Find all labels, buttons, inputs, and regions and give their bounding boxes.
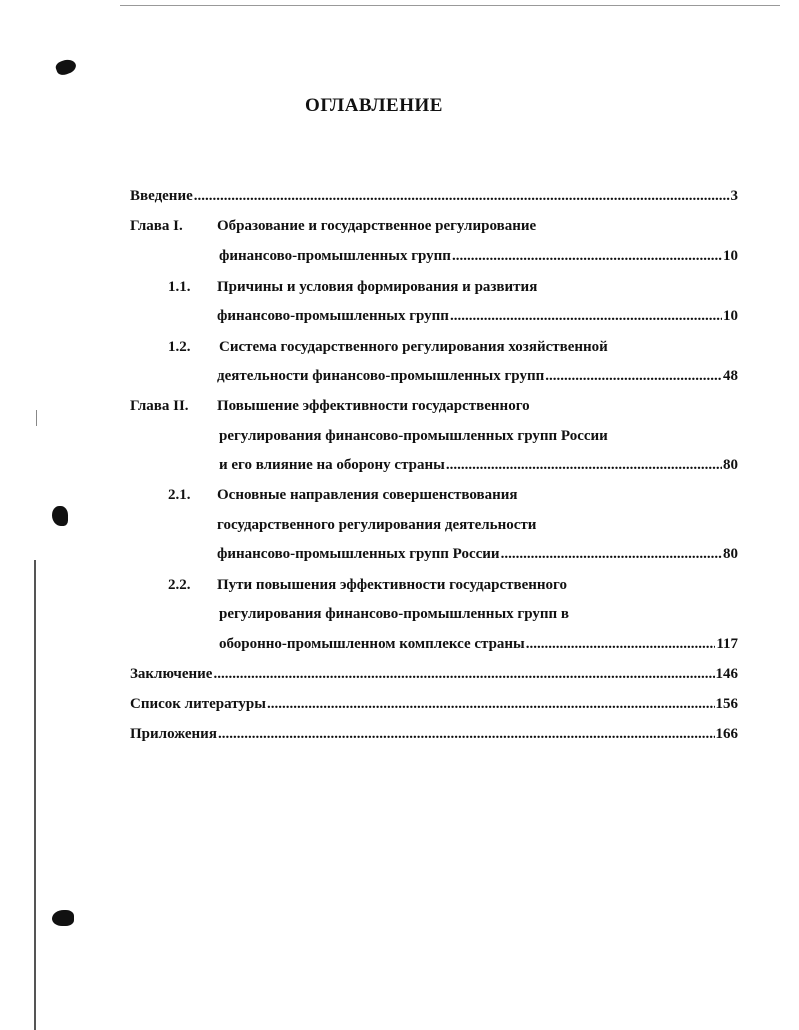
dot-leader (545, 368, 722, 385)
toc-chapter-label: Глава II. (130, 398, 189, 414)
toc-entry-text: государственного регулирования деятельности (217, 517, 537, 533)
toc-entry-text: Заключение (130, 666, 213, 682)
toc-section-2-1-line-2 (217, 517, 536, 534)
dot-leader (501, 546, 722, 563)
toc-section-2-2-line-2 (219, 606, 569, 623)
toc-entry-text: финансово-промышленных групп России (217, 546, 500, 562)
toc-chapter-1-line-1 (130, 218, 536, 235)
toc-page-number: 80 (723, 546, 738, 562)
toc-entry-appendices (130, 726, 738, 743)
dot-leader (267, 696, 715, 713)
binding-edge (34, 560, 36, 1030)
dot-leader (194, 188, 730, 205)
dot-leader (450, 308, 722, 325)
toc-entry-text: Введение (130, 188, 193, 204)
toc-entry-text: Приложения (130, 726, 217, 742)
toc-section-1-1-line-2 (217, 308, 738, 325)
toc-entry-intro (130, 188, 738, 205)
toc-entry-text: Образование и государственное регулирование (217, 218, 537, 234)
toc-entry-text: регулирования финансово-промышленных групп в (219, 606, 570, 622)
toc-entry-text: Пути повышения эффективности государственного (217, 577, 567, 593)
toc-section-number: 1.2. (168, 339, 191, 355)
toc-entry-text: Причины и условия формирования и развития (217, 279, 538, 295)
toc-section-2-2-line-3 (219, 636, 738, 653)
toc-chapter-1-line-2 (219, 248, 738, 265)
toc-section-1-2-line-2 (217, 368, 738, 385)
dot-leader (446, 457, 722, 474)
toc-section-number: 2.2. (168, 577, 191, 593)
dot-leader (213, 666, 714, 683)
toc-entry-text: Список литературы (130, 696, 266, 712)
toc-section-number: 2.1. (168, 487, 191, 503)
dot-leader (218, 726, 715, 743)
toc-entry-text: финансово-промышленных групп (219, 248, 451, 264)
toc-section-1-2-line-1 (168, 339, 608, 356)
page-title: ОГЛАВЛЕНИЕ (305, 95, 443, 116)
ink-blot-mark (52, 506, 68, 526)
toc-section-2-2-line-1 (168, 577, 567, 594)
binding-mark (36, 410, 37, 426)
toc-section-2-1-line-1 (168, 487, 518, 504)
top-rule (120, 5, 780, 6)
toc-page-number: 156 (715, 696, 738, 712)
toc-chapter-2-line-2 (219, 428, 608, 445)
dot-leader (452, 248, 722, 265)
toc-page-number: 3 (730, 188, 738, 204)
ink-blot-mark (52, 910, 74, 926)
toc-page-number: 10 (723, 308, 738, 324)
ink-blot-mark (54, 57, 78, 77)
dot-leader (526, 636, 716, 653)
toc-entry-text: Основные направления совершенствования (217, 487, 518, 503)
toc-chapter-2-line-1 (130, 398, 530, 415)
toc-entry-text: Повышение эффективности государственного (217, 398, 530, 414)
toc-page-number: 48 (723, 368, 738, 384)
toc-chapter-2-line-3 (219, 457, 738, 474)
toc-chapter-label: Глава I. (130, 218, 183, 234)
toc-page-number: 80 (723, 457, 738, 473)
toc-section-1-1-line-1 (168, 279, 537, 296)
toc-entry-text: деятельности финансово-промышленных групп (217, 368, 545, 384)
toc-entry-conclusion (130, 666, 738, 683)
toc-section-2-1-line-3 (217, 546, 738, 563)
toc-entry-text: финансово-промышленных групп (217, 308, 449, 324)
toc-page-number: 166 (715, 726, 738, 742)
toc-entry-text: Система государственного регулирования хозяйственной (219, 339, 608, 355)
toc-entry-references (130, 696, 738, 713)
toc-entry-text: и его влияние на оборону страны (219, 457, 445, 473)
toc-page-number: 10 (723, 248, 738, 264)
toc-page-number: 117 (716, 636, 738, 652)
toc-page-number: 146 (715, 666, 738, 682)
toc-entry-text: оборонно-промышленном комплексе страны (219, 636, 525, 652)
toc-entry-text: регулирования финансово-промышленных групп России (219, 428, 608, 444)
toc-section-number: 1.1. (168, 279, 191, 295)
